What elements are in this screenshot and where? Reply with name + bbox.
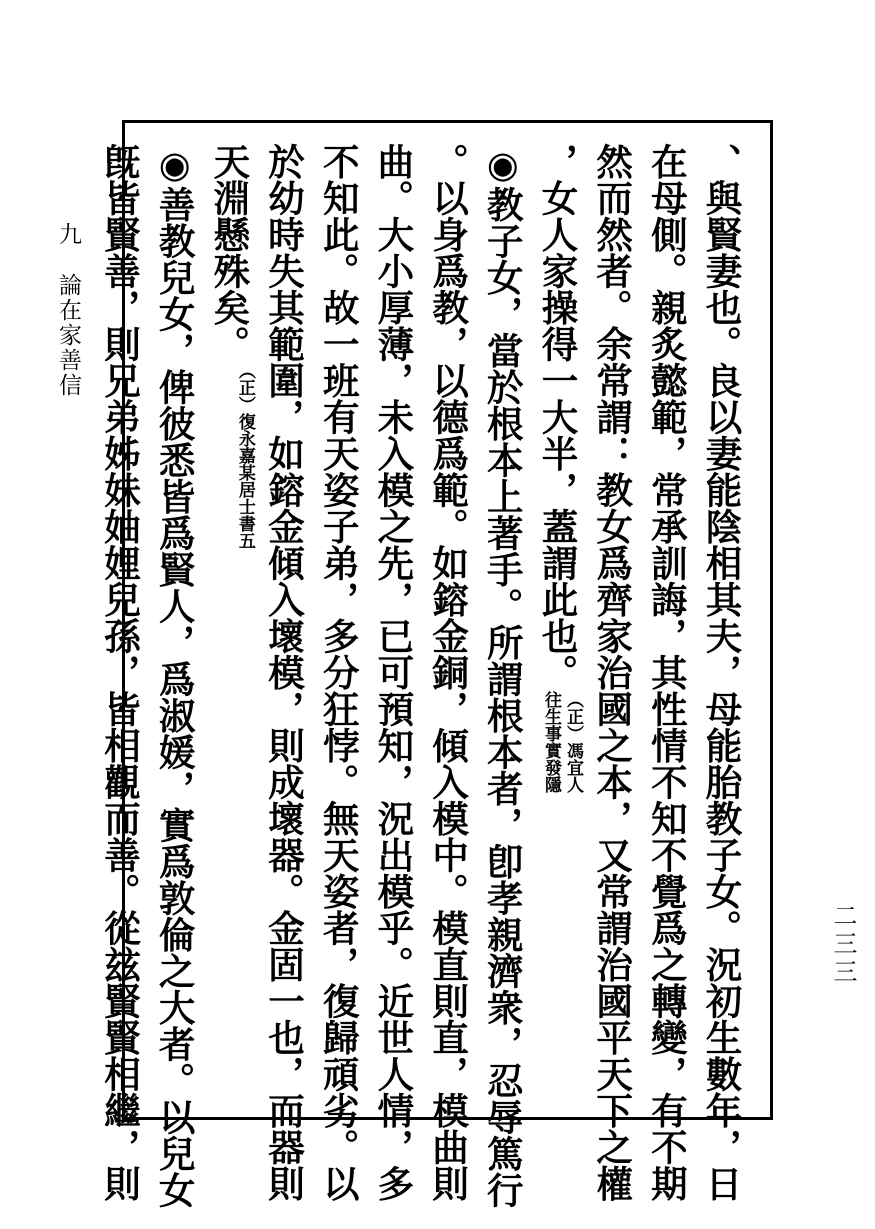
source-note-line: （正）復永嘉某居士書五 [234, 362, 255, 549]
column-text: 、與賢妻也。良以妻能陰相其夫，母能胎教子女。況初生數年，日 [700, 143, 743, 1202]
column-text: 於幼時失其範圍，如鎔金傾入壞模，則成壞器。金固一也，而器則 [262, 143, 306, 1202]
text-column [146, 143, 201, 1208]
source-note-line: （正）馮宜人 [562, 690, 583, 793]
column-text: 天淵懸殊矣。 [207, 143, 251, 362]
text-column [639, 143, 694, 1202]
column-text: ，女人家操得一大半，蓋謂此也。 [535, 143, 579, 691]
source-note [540, 691, 584, 793]
column-text: 不知此。故一班有天姿子弟，多分狂悖。無天姿者，復歸頑劣。以 [317, 143, 361, 1202]
text-column [475, 143, 530, 1208]
text-column [201, 143, 256, 1103]
column-text: 曲。大小厚薄，未入模之先，已可預知，況出模乎。近世人情，多 [371, 143, 415, 1202]
text-column [529, 143, 584, 1103]
section-title: 論在家善信 [55, 273, 81, 398]
text-column [311, 143, 366, 1202]
column-text: 在母側。親炙懿範，常承訓誨，其性情不知不覺爲之轉變，有不期 [645, 143, 689, 1202]
text-column [92, 143, 147, 1202]
text-column [584, 143, 639, 1202]
column-text: ◉善教兒女，俾彼悉皆爲賢人，爲淑媛，實爲敦倫之大者。以兒女 [153, 143, 197, 1208]
column-text: 然而然者。余常謂：教女爲齊家治國之本，又常謂治國平天下之權 [590, 143, 634, 1202]
column-text: ◉教子女，當於根本上著手。所謂根本者，卽孝親濟衆，忍辱篤行 [481, 143, 525, 1208]
running-header [56, 222, 79, 398]
text-column [420, 143, 475, 1202]
text-column [256, 143, 311, 1202]
page-number: 二三三 [829, 903, 857, 987]
column-text: 。以身爲教，以德爲範。如鎔金銅，傾入模中。模直則直，模曲則 [426, 143, 470, 1202]
section-number: 九 [55, 222, 81, 247]
text-column [365, 143, 420, 1202]
text-columns [92, 143, 748, 1208]
text-column [693, 143, 748, 1202]
column-text: 旣皆賢善，則兄弟姊妹妯娌兒孫，皆相觀而善。從玆賢賢相繼，則 [98, 143, 142, 1202]
source-note-line: 往生事實發隱 [540, 690, 561, 793]
source-note [234, 362, 256, 549]
text-frame [98, 120, 773, 1208]
